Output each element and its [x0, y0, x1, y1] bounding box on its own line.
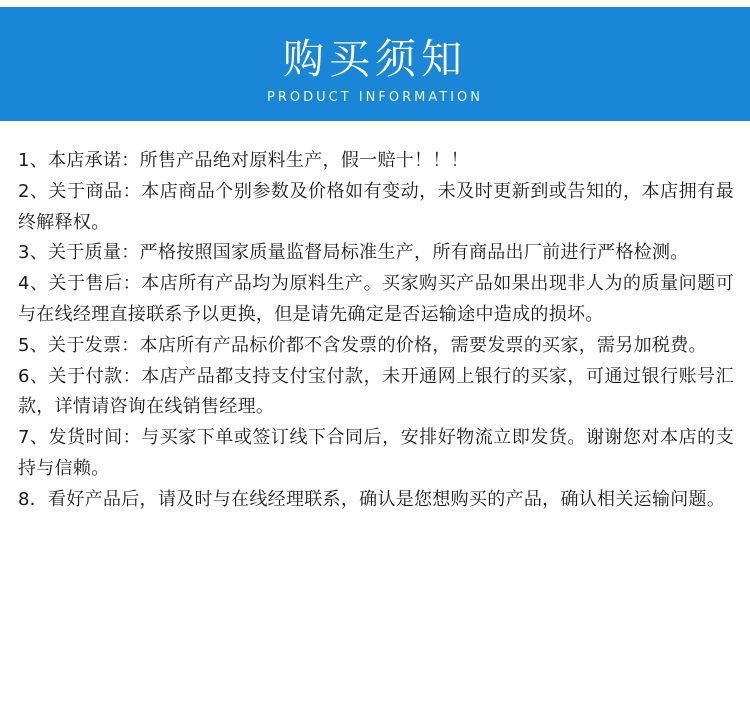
header-banner	[0, 7, 750, 121]
page-subtitle: PRODUCT INFORMATION	[267, 90, 483, 105]
notice-item-after-sales: 4、关于售后：本店所有产品均为原料生产。买家购买产品如果出现非人为的质量问题可与在线经理直接联系予以更换，但是请先确定是否运输途中造成的损坏。	[18, 273, 734, 325]
notice-item-invoice: 5、关于发票：本店所有产品标价都不含发票的价格，需要发票的买家，需另加税费。	[18, 334, 707, 356]
page-title: 购买须知	[283, 35, 467, 83]
notice-item-products: 2、关于商品：本店商品个别参数及价格如有变动，未及时更新到或告知的，本店拥有最终解释权。	[18, 180, 734, 233]
notice-item-quality: 3、关于质量：严格按照国家质量监督局标准生产，所有商品出厂前进行严格检测。	[18, 242, 689, 264]
notice-item-contact: 8．看好产品后，请及时与在线经理联系，确认是您想购买的产品，确认相关运输问题。	[18, 488, 726, 510]
notice-item-promise: 1、本店承诺：所售产品绝对原料生产，假一赔十！！！	[18, 150, 469, 171]
top-strip	[0, 0, 750, 7]
notice-item-shipping: 7、发货时间：与买家下单或签订线下合同后，安排好物流立即发货。谢谢您对本店的支持与信赖。	[18, 427, 734, 479]
notice-item-payment: 6、关于付款：本店产品都支持支付宝付款，未开通网上银行的买家，可通过银行账号汇款，详情请咨询在线销售经理。	[18, 365, 734, 418]
notice-list	[18, 146, 734, 516]
